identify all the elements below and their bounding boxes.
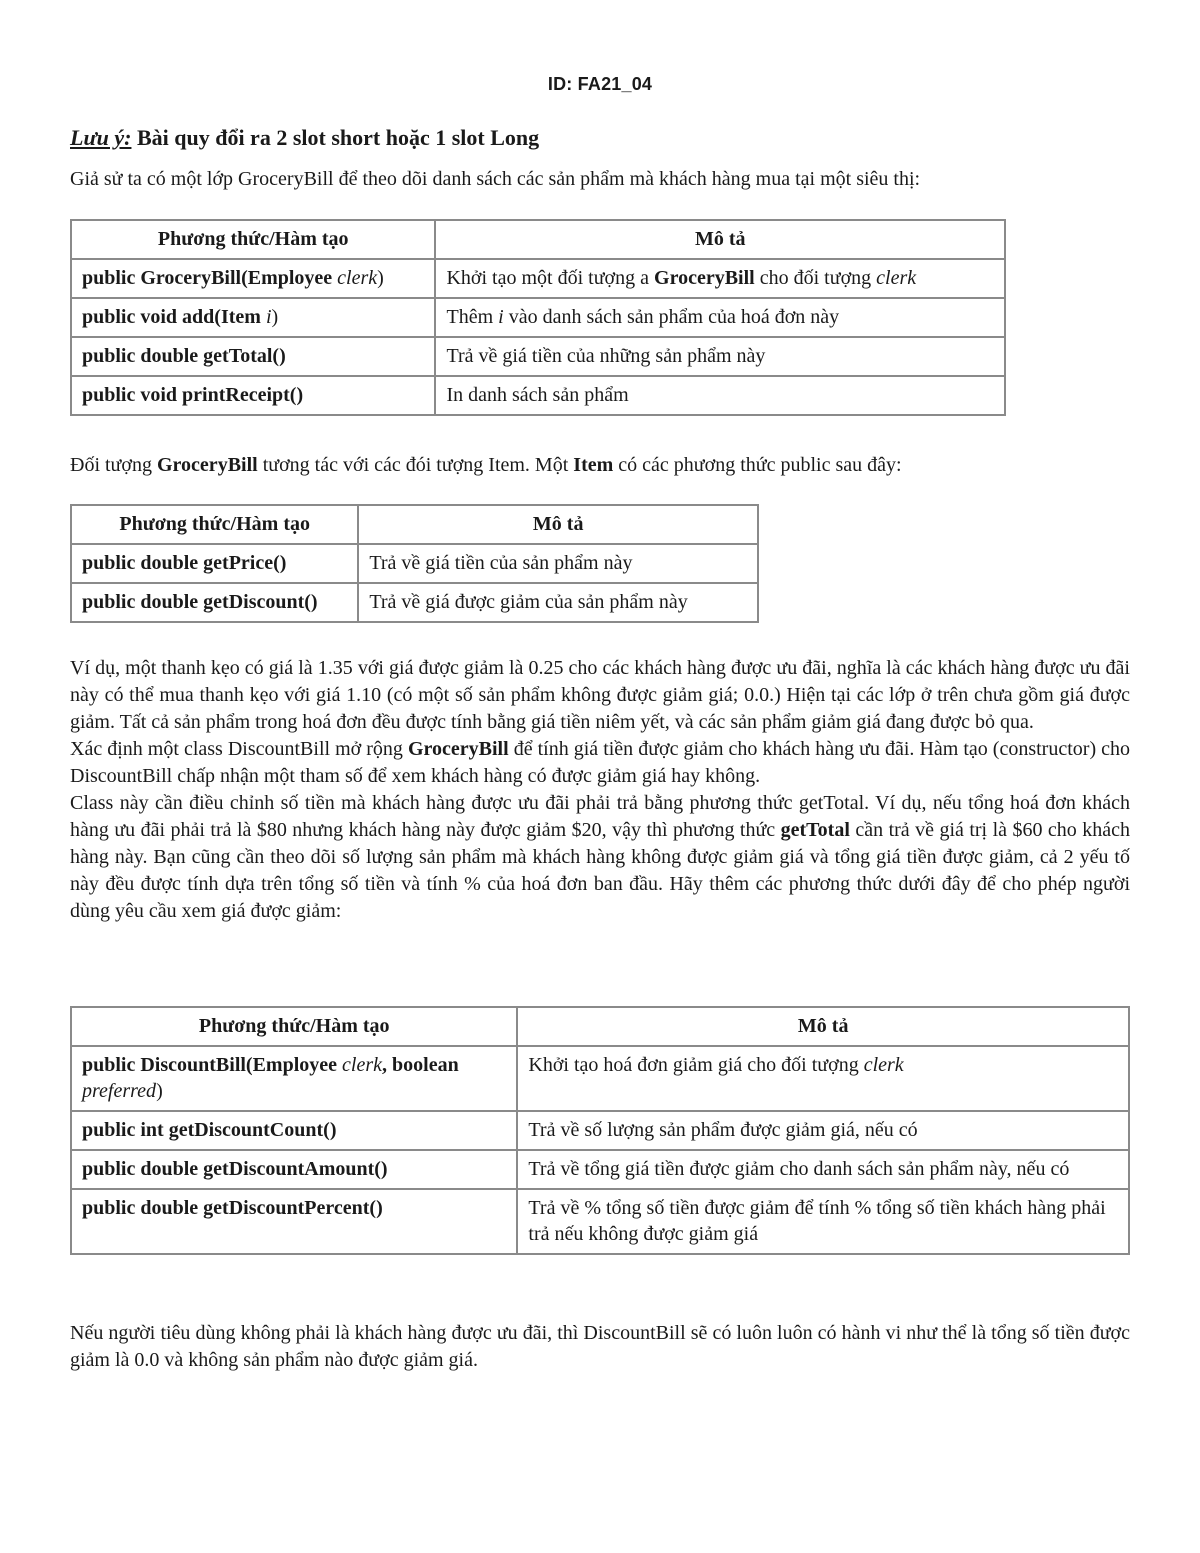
note-text: Bài quy đổi ra 2 slot short hoặc 1 slot Long — [131, 125, 540, 150]
desc-text: Khởi tạo hoá đơn giảm giá cho đối tượng — [528, 1054, 864, 1076]
table-row — [71, 544, 758, 583]
description-cell: Trả về giá được giảm của sản phẩm này — [358, 583, 758, 622]
param-text: clerk — [337, 267, 378, 289]
class-name: GroceryBill — [407, 738, 509, 760]
description-cell — [435, 259, 1005, 298]
class-name: GroceryBill — [156, 454, 258, 476]
desc-text-end: vào danh sách sản phẩm của hoá đơn này — [503, 306, 840, 328]
description-cell — [435, 298, 1005, 337]
table-row — [71, 376, 1005, 415]
method-text: public GroceryBill(Employee — [82, 267, 338, 289]
method-text: , boolean — [382, 1054, 459, 1076]
class-name: Item — [573, 454, 614, 476]
text: tương tác với các đói tượng Item. Một — [257, 454, 574, 476]
param-text: i — [265, 306, 272, 328]
item-intro-paragraph — [70, 452, 902, 479]
description-cell: Trả về % tổng số tiền được giảm để tính % tổng số tiền khách hàng phải trả nếu không được giảm giá — [517, 1189, 1129, 1254]
note-heading — [70, 125, 539, 151]
method-cell: public double getTotal() — [71, 337, 435, 376]
table-row — [71, 337, 1005, 376]
description-cell: Trả về tổng giá tiền được giảm cho danh sách sản phẩm này, nếu có — [517, 1150, 1129, 1189]
method-cell — [71, 298, 435, 337]
method-text: public DiscountBill(Employee — [82, 1054, 343, 1076]
method-cell: public void printReceipt() — [71, 376, 435, 415]
method-text: public void add(Item — [82, 306, 266, 328]
desc-param: clerk — [876, 267, 917, 289]
paragraph-example: Ví dụ, một thanh kẹo có giá là 1.35 với giá được giảm là 0.25 cho các khách hàng được ưu đãi, nghĩa là các khách hàng được ưu đãi này có thể mua thanh kẹo với giá 1.10 (có một số sản phẩm không được giảm giá; 0.0.) Hiện tại các lớp ở trên chưa gồm giá được giảm. Tất cả sản phẩm trong hoá đơn đều được tính bằng giá tiền niêm yết, và các sản phẩm giảm giá đang được bỏ qua. — [70, 657, 1130, 733]
method-cell: public int getDiscountCount() — [71, 1111, 517, 1150]
paragraph-discountbill — [70, 736, 1130, 790]
intro-paragraph: Giả sử ta có một lớp GroceryBill để theo dõi danh sách các sản phẩm mà khách hàng mua tại một siêu thị: — [70, 168, 921, 190]
item-methods-table — [70, 504, 759, 623]
method-text-end: ) — [377, 267, 384, 289]
method-text-end: ) — [156, 1080, 163, 1102]
method-cell: public double getPrice() — [71, 544, 358, 583]
description-cell: Trả về số lượng sản phẩm được giảm giá, nếu có — [517, 1111, 1129, 1150]
table-row — [71, 1111, 1129, 1150]
desc-text: Thêm — [446, 306, 499, 328]
method-cell — [71, 1046, 517, 1111]
method-name: getTotal — [780, 819, 850, 841]
description-cell — [517, 1046, 1129, 1111]
desc-class-name: GroceryBill — [654, 267, 755, 289]
param-text: preferred — [82, 1080, 157, 1102]
table-header-row — [71, 220, 1005, 259]
table-header-description: Mô tả — [517, 1007, 1129, 1046]
description-cell: In danh sách sản phẩm — [435, 376, 1005, 415]
desc-text: Khởi tạo một đối tượng a — [446, 267, 655, 289]
method-text-end: ) — [271, 306, 279, 328]
text: để tính giá tiền được giảm cho khách hàng ưu đãi. Hàm tạo (constructor) cho DiscountBill chấp nhận một tham số để xem khách hàng có được giảm giá hay không. — [70, 738, 1131, 787]
text: Đối tượng — [70, 454, 157, 476]
text: cần trả về giá trị là $60 cho khách hàng này. Bạn cũng cần theo dõi số lượng sản phẩm mà khách hàng không được giảm giá và tổng giá tiền được giảm, cả 2 yếu tố này đều được tính dựa trên tổng số tiền và tính % của hoá đơn ban đầu. Hãy thêm các phương thức dưới đây để cho phép người dùng yêu cầu xem giá được giảm: — [70, 819, 1131, 922]
method-cell — [71, 259, 435, 298]
table-header-method: Phương thức/Hàm tạo — [71, 505, 358, 544]
table-row — [71, 298, 1005, 337]
table-header-method: Phương thức/Hàm tạo — [71, 1007, 517, 1046]
table-header-method: Phương thức/Hàm tạo — [71, 220, 435, 259]
method-cell: public double getDiscountAmount() — [71, 1150, 517, 1189]
text: Xác định một class DiscountBill mở rộng — [70, 738, 408, 760]
desc-param: clerk — [863, 1054, 904, 1076]
table-row — [71, 1046, 1129, 1111]
table-row — [71, 583, 758, 622]
table-header-description: Mô tả — [435, 220, 1005, 259]
table-header-row — [71, 1007, 1129, 1046]
desc-text-mid: cho đối tượng — [754, 267, 877, 289]
desc-param: i — [498, 306, 504, 328]
grocerybill-methods-table — [70, 219, 1006, 416]
method-cell: public double getDiscountPercent() — [71, 1189, 517, 1254]
body-text — [70, 655, 1130, 925]
paragraph-gettotal — [70, 790, 1130, 925]
table-row — [71, 259, 1005, 298]
table-row — [71, 1150, 1129, 1189]
closing-paragraph: Nếu người tiêu dùng không phải là khách hàng được ưu đãi, thì DiscountBill sẽ có luôn luôn có hành vi như thể là tổng số tiền được giảm là 0.0 và không sản phẩm nào được giảm giá. — [70, 1322, 1130, 1371]
table-header-row — [71, 505, 758, 544]
table-row — [71, 1189, 1129, 1254]
description-cell: Trả về giá tiền của sản phẩm này — [358, 544, 758, 583]
discountbill-methods-table — [70, 1006, 1130, 1255]
param-text: clerk — [342, 1054, 383, 1076]
note-label: Lưu ý: — [70, 125, 132, 150]
text: Class này cần điều chỉnh số tiền mà khách hàng được ưu đãi phải trả bằng phương thức getTotal. Ví dụ, nếu tổng hoá đơn khách hàng ưu đãi phải trả là $80 nhưng khách hàng này được giảm $20, vậy thì phương thức — [70, 792, 1130, 841]
table-header-description: Mô tả — [358, 505, 758, 544]
document-id: ID: FA21_04 — [547, 74, 653, 94]
description-cell: Trả về giá tiền của những sản phẩm này — [435, 337, 1005, 376]
text: có các phương thức public sau đây: — [613, 454, 902, 476]
method-cell: public double getDiscount() — [71, 583, 358, 622]
